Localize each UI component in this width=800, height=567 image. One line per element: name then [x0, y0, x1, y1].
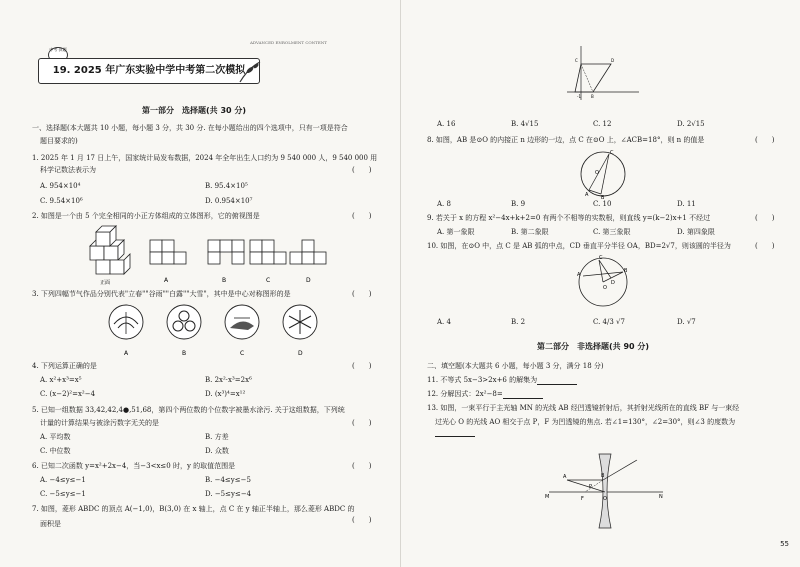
q2-label-d: D	[306, 277, 311, 284]
q11-answer-blank[interactable]	[537, 377, 577, 385]
q7-rhombus-figure	[563, 44, 643, 104]
q7-option-a[interactable]: A. 16	[437, 120, 456, 128]
svg-text:D: D	[611, 58, 615, 63]
q2-option-d-grid[interactable]	[290, 240, 326, 264]
q4-answer-paren[interactable]: ( )	[352, 362, 372, 370]
right-page	[400, 0, 800, 567]
svg-text:B: B	[591, 94, 594, 99]
q1-option-d[interactable]: D. 0.954×10⁷	[205, 197, 253, 205]
page-number: 55	[780, 540, 789, 549]
part2-instr: 二、填空题(本大题共 6 小题，每小题 3 分，满分 18 分)	[427, 362, 604, 370]
q5-option-a[interactable]: A. 平均数	[40, 433, 71, 441]
q5-option-d[interactable]: D. 众数	[205, 447, 229, 455]
svg-text:A: A	[563, 474, 567, 480]
q2-figure	[78, 224, 378, 286]
badge-icon: 中考·真题	[48, 47, 68, 63]
q13-answer-blank[interactable]	[435, 428, 475, 437]
q8-option-d[interactable]: D. 11	[677, 200, 696, 208]
q3-option-a-image[interactable]	[109, 305, 143, 339]
svg-text:O: O	[595, 170, 599, 176]
q3-option-c-image[interactable]	[225, 305, 259, 339]
q6-option-b[interactable]: B. −4≤y≤−5	[205, 476, 251, 484]
q5-option-c[interactable]: C. 中位数	[40, 447, 71, 455]
svg-text:B: B	[624, 268, 628, 274]
q10-circle-figure	[573, 254, 633, 308]
q9-option-d[interactable]: D. 第四象限	[677, 228, 715, 236]
q6-option-c[interactable]: C. −5≤y≤−1	[40, 490, 86, 498]
svg-text:D: D	[611, 280, 615, 286]
q8-line1: 8. 如图，AB 是⊙O 的内接正 n 边形的一边，点 C 在⊙O 上，∠ACB=18°，则 n 的值是	[427, 136, 705, 144]
q1-option-a[interactable]: A. 954×10⁴	[40, 182, 81, 190]
svg-text:O: O	[603, 285, 607, 291]
part2-heading: 第二部分 非选择题(共 90 分)	[537, 342, 650, 351]
q3-option-b-image[interactable]	[167, 305, 201, 339]
q8-option-a[interactable]: A. 8	[437, 200, 451, 208]
svg-text:C: C	[575, 58, 578, 63]
leaf-decoration-icon	[236, 58, 264, 86]
q10-option-a[interactable]: A. 4	[437, 318, 451, 326]
q2-label-a: A	[164, 277, 169, 284]
q8-circle-figure	[573, 148, 633, 200]
q10-line1: 10. 如图，在⊙O 中，点 C 是 AB 弧的中点，CD 垂直平分半径 OA，BD=2√7，则该圆的半径为	[427, 242, 731, 250]
q5-line1: 5. 已知一组数据 33,42,42,4●,51,68，第四个两位数的个位数字被墨水涂污. 关于这组数据，下列统	[32, 406, 345, 414]
q10-option-b[interactable]: B. 2	[511, 318, 526, 326]
q4-option-c[interactable]: C. (x−2)²=x²−4	[40, 390, 96, 398]
q3-line1: 3. 下列四幅节气作品分别代表"立春""谷雨""白露""大雪"，其中是中心对称图形的是	[32, 290, 291, 298]
q9-answer-paren[interactable]: ( )	[755, 214, 775, 222]
q9-option-b[interactable]: B. 第二象限	[511, 228, 549, 236]
q7-answer-paren[interactable]: ( )	[352, 516, 372, 524]
q10-answer-paren[interactable]: ( )	[755, 242, 775, 250]
svg-text:B: B	[601, 473, 605, 479]
q3-figure	[100, 302, 330, 358]
q1-option-c[interactable]: C. 9.54×10⁶	[40, 197, 83, 205]
q7-line1: 7. 如图，菱形 ABDC 的顶点 A(−1,0)，B(3,0) 在 x 轴上，点 C 在 y 轴正半轴上，那么菱形 ABDC 的	[32, 505, 355, 513]
q8-option-b[interactable]: B. 9	[511, 200, 526, 208]
q3-label-c: C	[240, 350, 245, 357]
q4-option-a[interactable]: A. x²+x³=x⁵	[40, 376, 82, 384]
svg-text:C: C	[599, 255, 603, 261]
q8-option-c[interactable]: C. 10	[593, 200, 612, 208]
q13-line1: 13. 如图，一束平行于主光轴 MN 的光线 AB 经凹透镜折射后，其折射光线所在的直线 BF 与一束经	[427, 404, 740, 412]
svg-text:B: B	[601, 195, 605, 200]
q1-answer-paren[interactable]: ( )	[352, 166, 372, 174]
q7-option-d[interactable]: D. 2√15	[677, 120, 705, 128]
q3-option-d-image[interactable]	[283, 305, 317, 339]
q2-label-c: C	[266, 277, 271, 284]
q10-option-c[interactable]: C. 4/3 √7	[593, 318, 625, 326]
q4-option-d[interactable]: D. (x³)⁴=x¹²	[205, 390, 246, 398]
q5-line2: 计量的计算结果与被涂污数字无关的是	[40, 419, 159, 427]
q13-line2: 过光心 O 的光线 AO 相交于点 P，F 为凹透镜的焦点. 若∠1=130°，∠2=30°，则∠3 的度数为	[435, 418, 736, 426]
q12-line1: 12. 分解因式：2x²−8=	[427, 390, 543, 399]
q2-option-b-grid[interactable]	[208, 240, 244, 264]
q3-label-a: A	[124, 350, 129, 357]
q9-line1: 9. 若关于 x 的方程 x²−4x+k+2=0 有两个不相等的实数根，则直线 y=(k−2)x+1 不经过	[427, 214, 711, 222]
svg-text:A: A	[585, 192, 589, 198]
q11-line1: 11. 不等式 5x−3>2x+6 的解集为	[427, 376, 577, 385]
q2-option-a-grid[interactable]	[150, 240, 186, 264]
q12-answer-blank[interactable]	[503, 391, 543, 399]
cube-solid-figure	[90, 226, 130, 274]
q3-answer-paren[interactable]: ( )	[352, 290, 372, 298]
q2-front-label: 正面	[100, 280, 111, 286]
q7-option-b[interactable]: B. 4√15	[511, 120, 539, 128]
q2-option-c-grid[interactable]	[250, 240, 286, 264]
q2-line1: 2. 如图是一个由 5 个完全相同的小正方体组成的立体图形，它的俯视图是	[32, 212, 260, 220]
header-small-text: ADVANCED ENROLMENT CONTENT	[250, 40, 327, 45]
svg-text:F: F	[581, 496, 584, 502]
part1-instr-1: 一、选择题(本大题共 10 小题，每小题 3 分，共 30 分. 在每小题给出的四个选项中，只有一项是符合	[32, 124, 348, 132]
q6-answer-paren[interactable]: ( )	[352, 462, 372, 470]
svg-text:O: O	[603, 496, 607, 502]
q3-label-d: D	[298, 350, 303, 357]
svg-text:A: A	[577, 272, 581, 278]
svg-text:-1: -1	[577, 94, 581, 99]
q6-line1: 6. 已知二次函数 y=x²+2x−4，当−3<x≤0 时，y 的取值范围是	[32, 462, 236, 470]
q6-option-d[interactable]: D. −5≤y≤−4	[205, 490, 252, 498]
q9-option-c[interactable]: C. 第三象限	[593, 228, 631, 236]
q5-option-b[interactable]: B. 方差	[205, 433, 229, 441]
svg-text:M: M	[545, 494, 550, 500]
q5-answer-paren[interactable]: ( )	[352, 419, 372, 427]
q4-option-b[interactable]: B. 2x²·x³=2x⁶	[205, 376, 252, 384]
q2-answer-paren[interactable]: ( )	[352, 212, 372, 220]
q1-line2: 科学记数法表示为	[40, 166, 96, 174]
q4-line1: 4. 下列运算正确的是	[32, 362, 97, 370]
q7-option-c[interactable]: C. 12	[593, 120, 612, 128]
svg-text:C: C	[610, 150, 614, 156]
q9-option-a[interactable]: A. 第一象限	[437, 228, 475, 236]
q1-option-b[interactable]: B. 95.4×10⁵	[205, 182, 248, 190]
svg-text:N: N	[659, 494, 663, 500]
q8-answer-paren[interactable]: ( )	[755, 136, 775, 144]
q3-label-b: B	[182, 350, 187, 357]
part1-instr-2: 题目要求的)	[40, 137, 78, 145]
exam-title: 19. 2025 年广东实验中学中考第二次模拟	[38, 58, 260, 84]
q1-line1: 1. 2025 年 1 月 17 日上午，国家统计局发布数据，2024 年全年出生人口约为 9 540 000 人，9 540 000 用	[32, 154, 378, 162]
q10-option-d[interactable]: D. √7	[677, 318, 696, 326]
q7-line2: 面积是	[40, 520, 61, 528]
svg-text:P: P	[589, 484, 593, 490]
q6-option-a[interactable]: A. −4≤y≤−1	[40, 476, 86, 484]
part1-heading: 第一部分 选择题(共 30 分)	[142, 106, 247, 115]
q13-lens-figure	[541, 450, 671, 530]
q2-label-b: B	[222, 277, 227, 284]
